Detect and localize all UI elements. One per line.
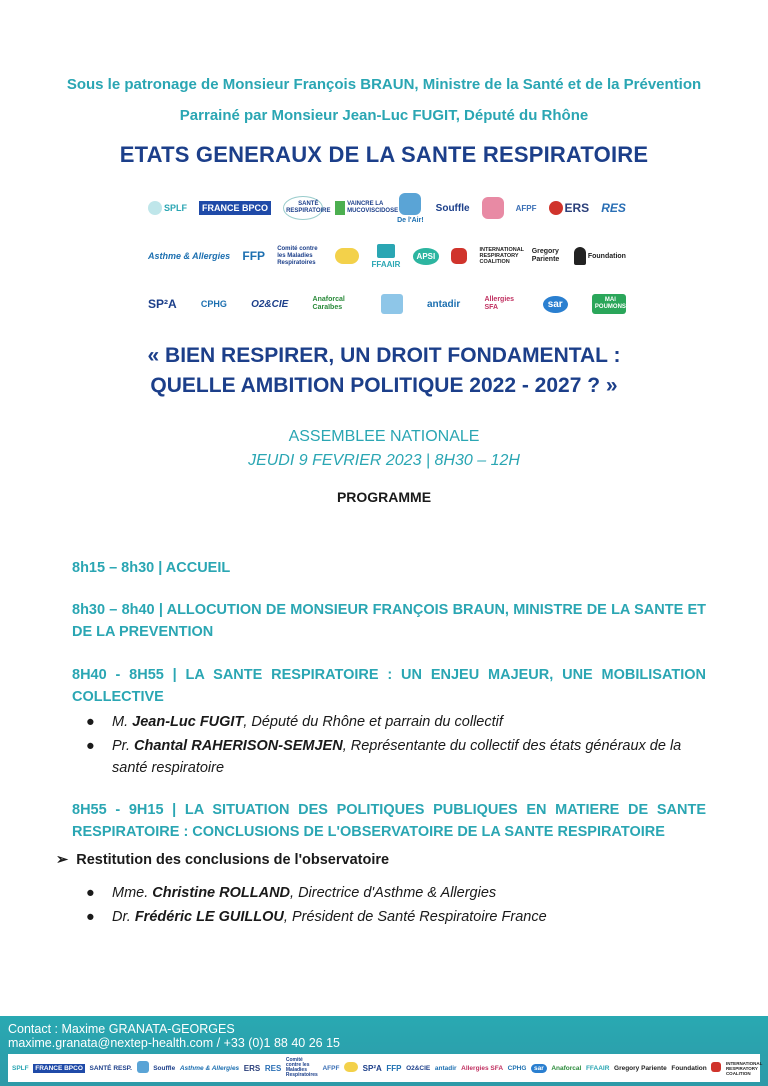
footer-logo: Foundation (671, 1064, 707, 1072)
footer-logo-icon (344, 1062, 358, 1074)
logo-sar: sar (543, 296, 568, 313)
footer-logo: SPLF (12, 1064, 29, 1072)
logo-cmr: Comité contre les Maladies Respiratoires (277, 245, 318, 266)
section-heading-allocution: 8h30 – 8h40 | ALLOCUTION DE MONSIEUR FRANÇOIS BRAUN, MINISTRE DE LA SANTE ET DE LA PREVENTION (72, 602, 706, 640)
swirl-icon (335, 248, 359, 264)
logo-sante-respiratoire: SANTÉ RESPIRATOIRE (283, 196, 323, 220)
foundation-icon (574, 247, 586, 265)
section-heading-sante-respiratoire: 8H40 - 8H55 | LA SANTE RESPIRATOIRE : UN ENJEU MAJEUR, UNE MOBILISATION COLLECTIVE (72, 667, 706, 705)
logo-ers: ERS (549, 201, 590, 215)
footer-logo: ERS (243, 1063, 261, 1073)
subtitle-line-2: QUELLE AMBITION POLITIQUE 2022 - 2027 ? » (150, 374, 618, 397)
logo-splf: SPLF (148, 201, 187, 215)
footer-logo: Allergies SFA (461, 1064, 504, 1072)
arrow-icon: ➢ (56, 852, 69, 868)
footer-details: maxime.granata@nextep-health.com / +33 (0)1 88 40 26 15 (8, 1036, 340, 1050)
footer-logo: SANTÉ RESP. (89, 1064, 132, 1072)
footer-logo-icon (137, 1061, 149, 1075)
logo-o2cie: O2&CIE (251, 298, 289, 310)
splf-icon (148, 201, 162, 215)
logo-foundation: Foundation (574, 247, 626, 265)
logo-gregory: Gregory Pariente (531, 248, 560, 263)
logo-sfa: Allergies SFA (484, 296, 515, 311)
footer-logo: Souffle (153, 1064, 176, 1072)
logo-asthme-allergies: Asthme & Allergies (148, 251, 231, 261)
patronage-line: Sous le patronage de Monsieur François BRAUN, Ministre de la Santé et de la Prévention (66, 76, 702, 93)
logo-lungs (482, 197, 504, 219)
logo-antadir: antadir (426, 298, 461, 310)
lungs-icon (482, 197, 504, 219)
lungs-icon (451, 248, 467, 264)
lungs-icon (137, 1061, 149, 1073)
logo-row-1 (148, 186, 626, 230)
footer-contact: Contact : Maxime GRANATA-GEORGES (8, 1022, 235, 1036)
footer-logo: INTERNATIONAL RESPIRATORY COALITION (725, 1060, 763, 1076)
partner-logos (148, 186, 626, 326)
ffaair-icon (377, 244, 395, 258)
logo-anaforcal: Anaforcal Caraïbes (312, 296, 345, 311)
sponsor-line: Parrainé par Monsieur Jean-Luc FUGIT, Député du Rhône (179, 107, 589, 124)
speaker-item: ● Pr. Chantal RAHERISON-SEMJEN, Représentante du collectif des états généraux de la santé respiratoire (90, 735, 708, 779)
footer-logo: Asthme & Allergies (179, 1064, 240, 1072)
bullet-icon: ● (86, 885, 95, 901)
logo-irc: INTERNATIONAL RESPIRATORY COALITION (479, 247, 524, 265)
footer-logo: O2&CIE (406, 1064, 431, 1072)
logo-cphg: CPHG (200, 299, 227, 309)
section-heading-accueil: 8h15 – 8h30 | ACCUEIL (72, 560, 231, 576)
footer-logo: Comité contre les Maladies Respiratoires (285, 1057, 318, 1078)
event-venue: ASSEMBLEE NATIONALE (288, 428, 480, 445)
logo-ffaair: FFAAIR (372, 244, 401, 269)
footer-logo: sar (531, 1064, 547, 1073)
logo-ffp: FFP (242, 249, 266, 263)
speaker-item: ● Dr. Frédéric LE GUILLOU, Président de Santé Respiratoire France (90, 906, 708, 928)
logo-row-2 (148, 234, 626, 278)
footer-logo: RES (264, 1063, 282, 1073)
lungs-icon (399, 193, 421, 215)
logo-swirl (335, 248, 359, 264)
bullet-icon: ● (86, 909, 95, 925)
footer-logos (8, 1054, 763, 1082)
speaker-item: ● Mme. Christine ROLLAND, Directrice d'Asthme & Allergies (90, 882, 708, 904)
ers-icon (549, 201, 563, 215)
square-icon (381, 294, 403, 314)
bullet-icon: ● (86, 738, 95, 754)
footer-logo-icon (711, 1062, 721, 1074)
logo-afpf: AFPF (515, 203, 537, 213)
subtitle-line-1: « BIEN RESPIRER, UN DROIT FONDAMENTAL : (147, 344, 621, 367)
logo-de-lair: De l'Air! (397, 193, 424, 224)
logo-res: RES (601, 201, 626, 215)
section-heading-politiques: 8H55 - 9H15 | LA SITUATION DES POLITIQUES PUBLIQUES EN MATIERE DE SANTE RESPIRATOIRE : CONCLUSIONS DE L'OBSERVATOIRE DE LA SANTE RESPIRATOIRE (72, 802, 706, 840)
logo-france-bpco: FRANCE BPCO (199, 201, 271, 215)
footer-logo: CPHG (507, 1064, 527, 1072)
page-title: ETATS GENERAUX DE LA SANTE RESPIRATOIRE (119, 142, 649, 167)
logo-mai-poumons: MAI POUMONS (592, 294, 626, 314)
footer-logo: Anaforcal (551, 1064, 582, 1072)
footer-logo: antadir (434, 1064, 457, 1072)
swirl-icon (344, 1062, 358, 1072)
programme-label: PROGRAMME (336, 489, 432, 505)
logo-row-3 (148, 282, 626, 326)
logo-sp2a: SP²A (148, 297, 177, 311)
footer-logo: FFAAIR (585, 1064, 610, 1072)
lungs-icon (711, 1062, 721, 1072)
bullet-icon: ● (86, 714, 95, 730)
footer-logo: SP²A (362, 1063, 382, 1073)
logo-apsi: APSI (413, 248, 440, 265)
logo-blue-square (381, 294, 403, 314)
footer-logo: FRANCE BPCO (35, 1064, 83, 1072)
arrow-item: ➢ Restitution des conclusions de l'observatoire (56, 852, 390, 868)
footer-logo: FFP (386, 1063, 402, 1073)
event-date: JEUDI 9 FEVRIER 2023 | 8H30 – 12H (248, 452, 520, 469)
footer-logo: Gregory Pariente (614, 1064, 667, 1072)
logo-vaincre-muco: VAINCRE LA MUCOVISCIDOSE (335, 201, 385, 215)
logo-souffle: Souffle (435, 202, 470, 214)
logo-lungs-red (451, 248, 467, 264)
footer-logo: AFPF (322, 1064, 340, 1072)
footer-bar (0, 1016, 768, 1086)
speaker-item: ● M. Jean-Luc FUGIT, Député du Rhône et parrain du collectif (90, 711, 708, 733)
